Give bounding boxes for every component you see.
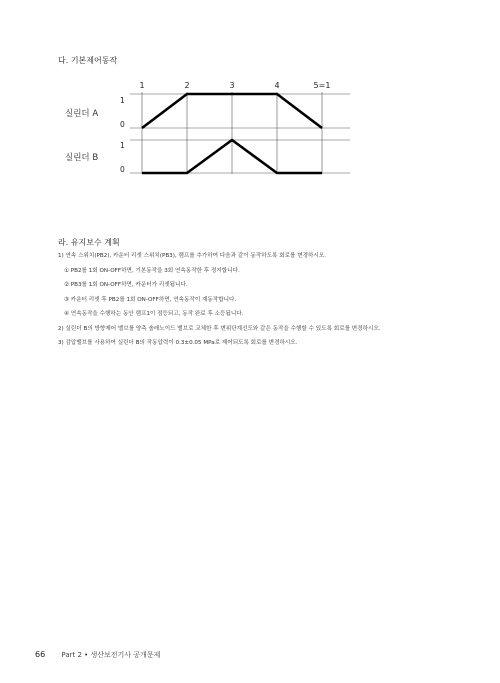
section-title-basic-control: 다. 기본제어동작 bbox=[58, 56, 118, 65]
maintenance-subitem-1: ① PB2를 1회 ON-OFF하면, 기본동작을 3회 연속동작한 후 정지합니다. bbox=[64, 267, 240, 274]
step-label-4: 4 bbox=[274, 81, 280, 90]
step-label-3: 3 bbox=[229, 81, 235, 90]
page-footer bbox=[35, 650, 160, 660]
cylinder-a-label: 실린더 A bbox=[65, 109, 99, 119]
cylinder-b-label: 실린더 B bbox=[65, 153, 99, 163]
part-label: Part 2 • 생산보전기사 공개문제 bbox=[61, 651, 161, 659]
grid-lines bbox=[130, 92, 350, 174]
step-labels bbox=[139, 81, 330, 90]
page-number: 66 bbox=[35, 650, 46, 659]
cyl-b-level-0-label: 0 bbox=[120, 165, 125, 174]
maintenance-list bbox=[58, 252, 458, 354]
displacement-step-diagram bbox=[60, 78, 360, 188]
cyl-a-level-1-label: 1 bbox=[120, 96, 125, 105]
step-label-2: 2 bbox=[184, 81, 190, 90]
step-label-5: 5=1 bbox=[313, 81, 331, 90]
section-title-maintenance: 라. 유지보수 계획 bbox=[58, 238, 120, 247]
cyl-a-level-0-label: 0 bbox=[120, 120, 125, 129]
cyl-b-level-1-label: 1 bbox=[120, 141, 125, 150]
maintenance-subitem-4: ④ 연속동작을 수행하는 동안 램프1이 점등되고, 동작 완료 후 소등됩니다. bbox=[64, 311, 244, 317]
maintenance-subitem-3: ③ 카운터 리셋 후 PB2를 1회 ON-OFF하면, 연속동작이 재동작합니다. bbox=[64, 296, 237, 303]
maintenance-subitem-2: ② PB3를 1회 ON-OFF하면, 카운터가 리셋됩니다. bbox=[64, 282, 188, 288]
maintenance-item-1: 1) 연속 스위치(PB2), 카운터 리셋 스위치(PB3), 램프를 추가하여 다음과 같이 동작하도록 회로를 변경하시오. bbox=[58, 253, 327, 259]
maintenance-item-3: 3) 감압밸브를 사용하여 실린더 B의 작동압력이 0.3±0.05 MPa로 제어되도록 회로를 변경하시오. bbox=[58, 340, 298, 346]
step-label-1: 1 bbox=[139, 81, 145, 90]
maintenance-item-2: 2) 실린더 B의 방향제어 밸브를 양측 솔레노이드 밸브로 교체한 후 변위단계선도와 같은 동작을 수행할 수 있도록 회로를 변경하시오. bbox=[58, 325, 381, 332]
